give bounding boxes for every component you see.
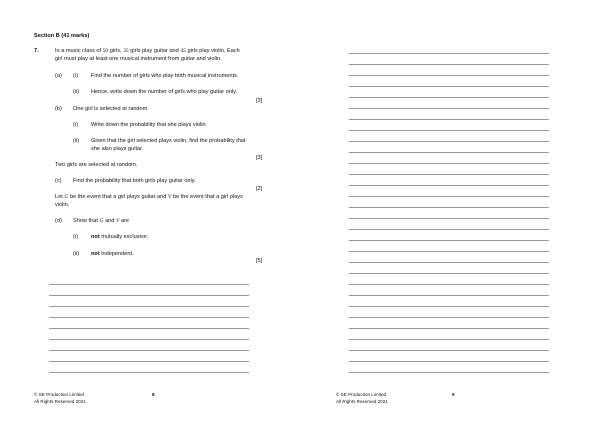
answer-line[interactable] xyxy=(49,328,249,329)
part-b-i-label: (i) xyxy=(73,122,78,128)
answer-line[interactable] xyxy=(349,185,549,186)
event-definition-line2: violin. xyxy=(55,202,70,208)
question-stem-line1: In a music class of 50 girls, 35 girls play guitar and 45 girls play violin. Each xyxy=(55,48,240,54)
answer-line[interactable] xyxy=(49,350,249,351)
answer-line[interactable] xyxy=(349,163,549,164)
answer-line[interactable] xyxy=(349,218,549,219)
right-page-number: 9 xyxy=(452,392,455,397)
answer-line[interactable] xyxy=(349,86,549,87)
event-v-symbol: V xyxy=(167,194,172,200)
part-a-ii-text: Hence, write down the number of girls who play guitar only. xyxy=(91,89,238,95)
part-d-ii-label: (ii) xyxy=(73,251,80,257)
answer-line[interactable] xyxy=(49,306,249,307)
part-c-text: Find the probability that both girls play guitar only. xyxy=(73,178,196,184)
answer-line[interactable] xyxy=(49,361,249,362)
answer-line[interactable] xyxy=(349,306,549,307)
part-b-label: (b) xyxy=(55,106,62,112)
answer-line[interactable] xyxy=(349,350,549,351)
answer-line[interactable] xyxy=(349,251,549,252)
answer-line[interactable] xyxy=(349,75,549,76)
answer-line[interactable] xyxy=(349,152,549,153)
answer-line[interactable] xyxy=(349,141,549,142)
part-d-label: (d) xyxy=(55,218,62,224)
question-stem-line2: girl must play at least one musical instrument from guitar and violin. xyxy=(55,56,222,62)
violin-count-value: 45 xyxy=(180,48,186,54)
answer-line[interactable] xyxy=(349,207,549,208)
answer-line[interactable] xyxy=(349,174,549,175)
total-girls-value: 50 xyxy=(102,48,109,54)
part-c-marks: [2] xyxy=(256,186,263,192)
answer-line[interactable] xyxy=(349,295,549,296)
event-g-symbol: G xyxy=(64,194,69,200)
part-d-ii-text: not independent. xyxy=(91,251,134,257)
left-footer-rights: All Rights Reserved 2021 xyxy=(34,399,86,404)
two-girls-intro: Two girls are selected at random. xyxy=(55,162,138,168)
question-number: 7. xyxy=(34,48,39,54)
part-a-ii-label: (ii) xyxy=(73,89,80,95)
answer-line[interactable] xyxy=(349,317,549,318)
answer-line[interactable] xyxy=(349,53,549,54)
part-a-i-label: (i) xyxy=(73,73,78,79)
part-b-ii-label: (ii) xyxy=(73,138,80,144)
answer-line[interactable] xyxy=(349,361,549,362)
part-d-i-label: (i) xyxy=(73,234,78,240)
section-heading: Section B (41 marks) xyxy=(34,33,90,39)
part-a-i-text: Find the number of girls who play both musical instruments. xyxy=(91,73,239,79)
answer-line[interactable] xyxy=(349,372,549,373)
answer-line[interactable] xyxy=(349,108,549,109)
part-a-label: (a) xyxy=(55,73,62,79)
answer-line[interactable] xyxy=(49,284,249,285)
answer-line[interactable] xyxy=(349,130,549,131)
part-b-marks: [3] xyxy=(256,155,263,161)
left-page-number: 8 xyxy=(152,392,155,397)
guitar-count-value: 35 xyxy=(123,48,129,54)
right-footer-rights: All Rights Reserved 2021 xyxy=(336,399,388,404)
answer-line[interactable] xyxy=(349,229,549,230)
answer-line[interactable] xyxy=(349,328,549,329)
part-b-ii-text-line2: she also plays guitar. xyxy=(91,146,144,152)
part-b-intro: One girl is selected at random. xyxy=(73,106,149,112)
answer-line[interactable] xyxy=(349,284,549,285)
answer-line[interactable] xyxy=(49,295,249,296)
answer-line[interactable] xyxy=(49,372,249,373)
right-footer-copyright: © SE Production Limited xyxy=(336,392,387,397)
part-b-ii-text-line1: Given that the girl selected plays violin, find the probability that xyxy=(91,138,246,144)
answer-line[interactable] xyxy=(349,339,549,340)
part-a-marks: [3] xyxy=(256,98,263,104)
answer-line[interactable] xyxy=(349,240,549,241)
part-b-i-text: Write down the probability that she plays violin. xyxy=(91,122,208,128)
left-footer-copyright: © SE Production Limited xyxy=(34,392,85,397)
answer-line[interactable] xyxy=(49,317,249,318)
answer-line[interactable] xyxy=(349,262,549,263)
part-d-marks: [5] xyxy=(256,258,263,264)
answer-line[interactable] xyxy=(349,64,549,65)
event-definition-line1: Let G be the event that a girl plays guitar and V be the event that a girl plays xyxy=(55,194,243,200)
answer-line[interactable] xyxy=(349,196,549,197)
answer-line[interactable] xyxy=(349,119,549,120)
part-d-stem: Show that G and V are xyxy=(73,218,130,224)
answer-line[interactable] xyxy=(49,339,249,340)
answer-line[interactable] xyxy=(349,97,549,98)
part-c-label: (c) xyxy=(55,178,62,184)
part-d-i-text: not mutually exclusive; xyxy=(91,234,149,240)
answer-line[interactable] xyxy=(349,273,549,274)
